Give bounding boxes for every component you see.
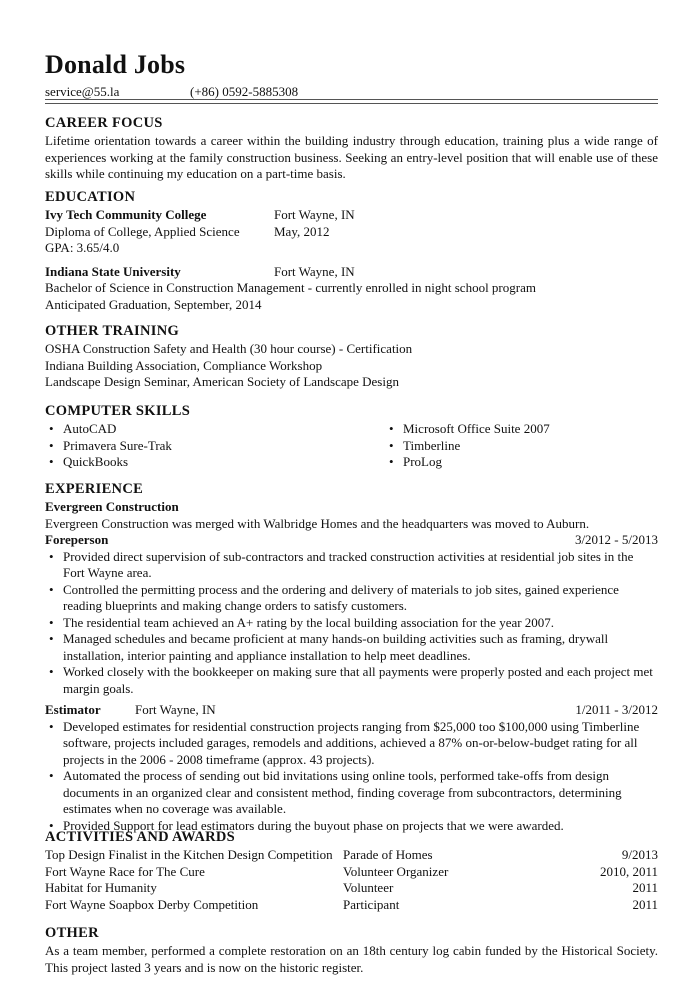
candidate-name: Donald Jobs	[45, 50, 186, 79]
skill-item: • ProLog	[385, 454, 550, 471]
duty-item: • Controlled the permitting process and the ordering and delivery of materials to job sites, gained experience reading blueprints and making change orders to satisfy customers.	[45, 582, 658, 615]
job-title: Foreperson	[45, 532, 109, 547]
school-date: May, 2012	[274, 223, 330, 239]
section-title: OTHER	[45, 925, 99, 941]
training-item: OSHA Construction Safety and Health (30 hour course) - Certification	[45, 341, 413, 356]
section-title: EXPERIENCE	[45, 481, 144, 497]
training-item: Indiana Building Association, Compliance Workshop	[45, 357, 323, 373]
career-focus-section	[45, 114, 658, 183]
contact-line	[45, 84, 345, 100]
phone-number: (+86) 0592-5885308	[190, 84, 299, 99]
header-divider-top	[45, 99, 658, 100]
activity-row	[45, 847, 658, 864]
job-duties	[45, 549, 658, 698]
school-extra-row	[45, 297, 658, 314]
activity-name: Fort Wayne Soapbox Derby Competition	[45, 896, 259, 912]
section-title: ACTIVITIES AND AWARDS	[45, 829, 236, 845]
skill-item: • Timberline	[385, 438, 550, 455]
school-degree: Diploma of College, Applied Science	[45, 223, 240, 239]
activity-row	[45, 864, 658, 881]
section-title: CAREER FOCUS	[45, 115, 163, 131]
school-header	[45, 264, 658, 281]
activity-date: 2010, 2011	[599, 863, 658, 879]
job-dates: 3/2012 - 5/2013	[574, 532, 658, 547]
skill-item: • QuickBooks	[45, 454, 172, 471]
job-location: Fort Wayne, IN	[135, 702, 216, 717]
section-title: EDUCATION	[45, 189, 136, 205]
activity-date: 9/2013	[621, 847, 658, 862]
school-degree-row	[45, 224, 658, 241]
activity-role: Participant	[343, 896, 400, 912]
duty-item: • Provided direct supervision of sub-contractors and tracked construction activities at residential job sites in the Fort Wayne area.	[45, 549, 658, 582]
duty-item: • Provided Support for lead estimators during the buyout phase on projects that we were awarded.	[45, 818, 658, 835]
header-divider-bottom	[45, 103, 658, 104]
duty-item: • Worked closely with the bookkeeper on making sure that all payments were properly posted and each project met margin goals.	[45, 664, 658, 697]
skills-column-left	[45, 421, 172, 471]
activity-date: 2011	[632, 880, 658, 895]
company-note: Evergreen Construction was merged with Walbridge Homes and the headquarters was moved to Auburn.	[45, 515, 590, 531]
other-text: As a team member, performed a complete restoration on an 18th century log cabin funded by the Historical Society. This project lasted 3 years and is now on the historic register.	[45, 943, 658, 975]
education-section	[45, 188, 658, 313]
section-title: COMPUTER SKILLS	[45, 403, 191, 419]
section-title: OTHER TRAINING	[45, 323, 180, 339]
school-name: Indiana State University	[45, 263, 181, 279]
skill-item: • Primavera Sure-Trak	[45, 438, 172, 455]
school-degree: Bachelor of Science in Construction Management - currently enrolled in night school program	[45, 280, 536, 295]
school-location: Fort Wayne, IN	[274, 263, 355, 279]
school-gpa: GPA: 3.65/4.0	[45, 240, 120, 255]
activity-role: Volunteer	[343, 880, 394, 895]
email-address: service@55.la	[45, 84, 120, 99]
duty-item: • Automated the process of sending out bid invitations using online tools, performed take-offs from design documents in an organized clear and consistent method, finding coverage from subcontractors, determining estimates when no coverage was available.	[45, 768, 658, 818]
school-degree-row	[45, 280, 658, 297]
computer-skills-section	[45, 402, 658, 473]
duty-item: • The residential team achieved an A+ rating by the local building association for the year 2007.	[45, 615, 658, 632]
job-dates: 1/2011 - 3/2012	[575, 702, 658, 717]
career-focus-text: Lifetime orientation towards a career within the building industry through education, training plus a wide range of experiences working at the family construction business. Seeking an entry-level position that will enable use of these skills while continuing my education on a part-time basis.	[45, 133, 658, 181]
company-name: Evergreen Construction	[45, 499, 179, 514]
activity-row	[45, 897, 658, 914]
duty-item: • Developed estimates for residential construction projects ranging from $25,000 too $100,000 using Timberline software, projects included garages, remodels and additions, achieved a 87% on-or-below-budget rating for all projects in the 2006 - 2008 timeframe (approx. 43 projects).	[45, 719, 658, 769]
skill-item: • AutoCAD	[45, 421, 172, 438]
school-name: Ivy Tech Community College	[45, 207, 207, 222]
job-header	[45, 702, 658, 719]
school-header	[45, 207, 658, 224]
activity-row	[45, 880, 658, 897]
other-training-section	[45, 322, 658, 391]
activity-name: Habitat for Humanity	[45, 880, 157, 895]
duty-item: • Managed schedules and became proficient at many hands-on building activities such as framing, drywall installation, interior painting and appliance installation to help meet deadlines.	[45, 631, 658, 664]
activity-name: Top Design Finalist in the Kitchen Design Competition	[45, 847, 333, 862]
other-section	[45, 924, 658, 976]
job-title: Estimator	[45, 702, 101, 717]
job-duties	[45, 719, 658, 835]
activity-role: Volunteer Organizer	[343, 863, 449, 879]
school-extra-row	[45, 240, 658, 257]
training-item: Landscape Design Seminar, American Society of Landscape Design	[45, 374, 399, 389]
activity-date: 2011	[632, 896, 658, 912]
skill-item: • Microsoft Office Suite 2007	[385, 421, 550, 438]
experience-section	[45, 480, 658, 834]
skills-column-right	[385, 421, 550, 471]
activity-role: Parade of Homes	[343, 847, 433, 862]
skills-grid	[45, 421, 658, 473]
activity-name: Fort Wayne Race for The Cure	[45, 863, 205, 879]
school-graduation: Anticipated Graduation, September, 2014	[45, 296, 262, 312]
activities-section	[45, 828, 658, 913]
job-header	[45, 532, 658, 549]
school-location: Fort Wayne, IN	[274, 207, 355, 222]
